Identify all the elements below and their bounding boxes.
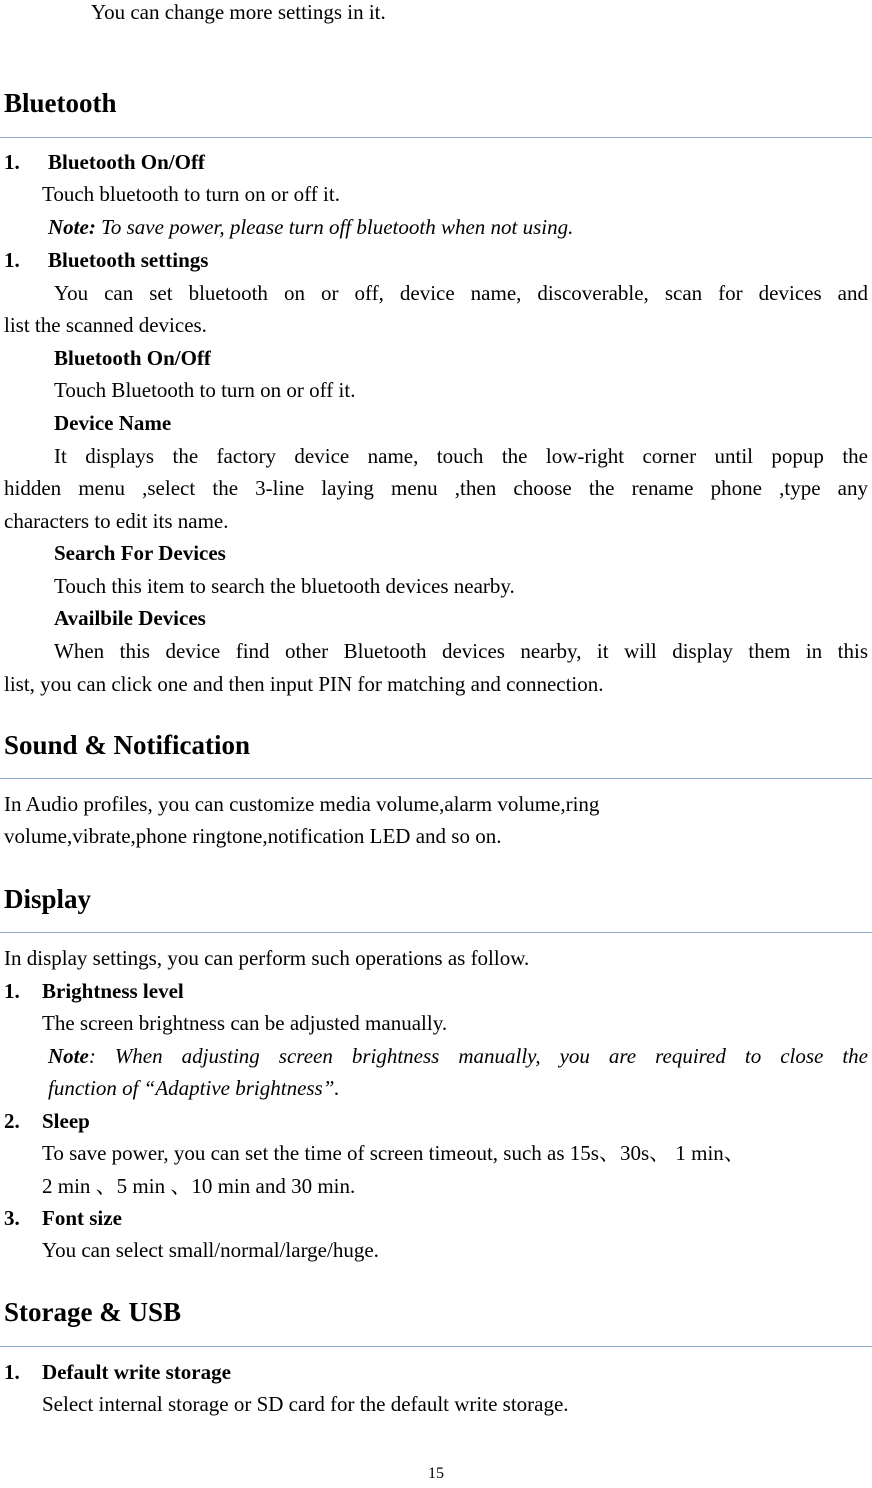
subitem-body: Touch Bluetooth to turn on or off it. (54, 378, 356, 402)
item-body: Touch bluetooth to turn on or off it. (42, 182, 340, 206)
paragraph-line: hidden menu ,select the 3-line laying menu ,then choose the rename phone ,type any (4, 476, 868, 500)
intro-text: You can change more settings in it. (91, 0, 386, 24)
paragraph-line: characters to edit its name. (4, 509, 229, 533)
note-label: Note: (48, 215, 96, 239)
item-title-bluetooth-settings: Bluetooth settings (48, 248, 209, 272)
paragraph-line: It displays the factory device name, touch the low-right corner until popup the (54, 444, 868, 468)
item-title-default-write-storage: Default write storage (42, 1360, 231, 1384)
note-body: To save power, please turn off bluetooth when not using. (95, 215, 574, 239)
item-body: You can select small/normal/large/huge. (42, 1238, 379, 1262)
section-heading-bluetooth: Bluetooth (4, 88, 117, 118)
paragraph-line: volume,vibrate,phone ringtone,notification LED and so on. (4, 824, 502, 848)
subitem-title-available-devices: Availbile Devices (54, 606, 206, 630)
section-heading-sound-notification: Sound & Notification (4, 730, 251, 760)
paragraph-line: list, you can click one and then input PIN for matching and connection. (4, 672, 604, 696)
subitem-title-search-for-devices: Search For Devices (54, 541, 226, 565)
note-text-continued: function of “Adaptive brightness”. (48, 1076, 340, 1100)
note-text (48, 217, 573, 238)
paragraph-line: 2 min 、5 min 、10 min and 30 min. (42, 1174, 356, 1198)
note-text (48, 1046, 868, 1067)
list-number: 1. (4, 979, 20, 1003)
list-number: 1. (4, 1360, 20, 1384)
list-number: 3. (4, 1206, 20, 1230)
list-number: 1. (4, 248, 20, 272)
item-body: The screen brightness can be adjusted manually. (42, 1011, 448, 1035)
section-divider (0, 1346, 872, 1347)
subitem-title-bluetooth-on-off: Bluetooth On/Off (54, 346, 211, 370)
note-body: : When adjusting screen brightness manually, you are required to close the (88, 1044, 868, 1068)
paragraph-line: In display settings, you can perform such operations as follow. (4, 946, 530, 970)
item-body: Select internal storage or SD card for the default write storage. (42, 1392, 569, 1416)
note-label: Note (48, 1044, 89, 1068)
list-number: 1. (4, 150, 20, 174)
item-title-bluetooth-on-off: Bluetooth On/Off (48, 150, 205, 174)
item-title-sleep: Sleep (42, 1109, 90, 1133)
paragraph-line: To save power, you can set the time of screen timeout, such as 15s、30s、 1 min、 (42, 1141, 745, 1165)
section-heading-display: Display (4, 884, 92, 914)
list-number: 2. (4, 1109, 20, 1133)
subitem-title-device-name: Device Name (54, 411, 172, 435)
item-title-font-size: Font size (42, 1206, 122, 1230)
paragraph-line: list the scanned devices. (4, 313, 207, 337)
section-divider (0, 932, 872, 933)
section-heading-storage-usb: Storage & USB (4, 1297, 181, 1327)
paragraph-line: You can set bluetooth on or off, device name, discoverable, scan for devices and (54, 281, 868, 305)
item-title-brightness-level: Brightness level (42, 979, 184, 1003)
paragraph-line: When this device find other Bluetooth devices nearby, it will display them in this (54, 639, 868, 663)
section-divider (0, 778, 872, 779)
paragraph-line: In Audio profiles, you can customize media volume,alarm volume,ring (4, 792, 600, 816)
page-number: 15 (428, 1465, 444, 1482)
subitem-body: Touch this item to search the bluetooth devices nearby. (54, 574, 515, 598)
section-divider (0, 137, 872, 138)
